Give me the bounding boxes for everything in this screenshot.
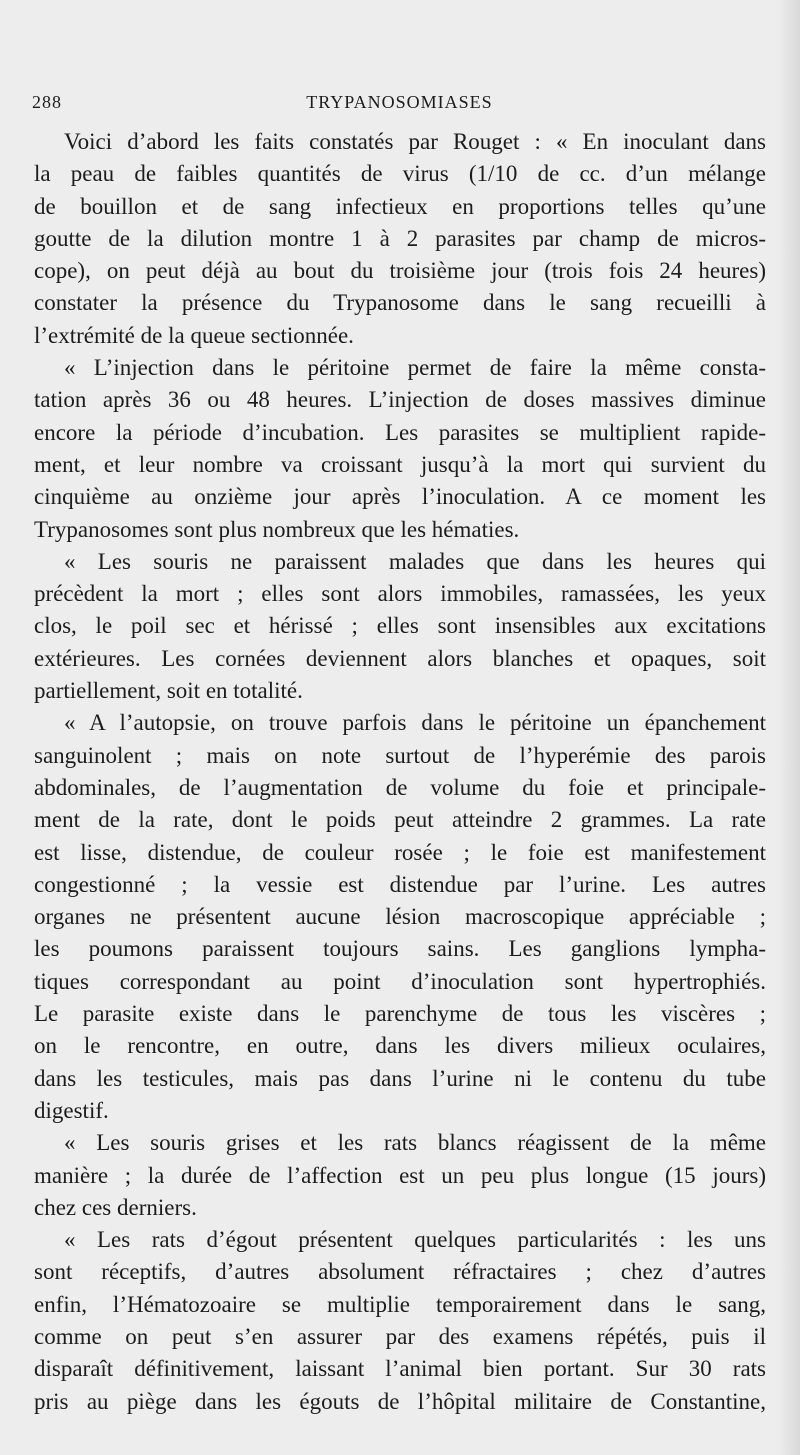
text-line: cope), on peut déjà au bout du troisième jour (trois fois 24 heures): [34, 258, 766, 284]
text-line: ment, et leur nombre va croissant jusqu’à la mort qui survient du: [34, 451, 766, 477]
page-edge-shadow: [778, 0, 800, 1455]
text-line: « Les souris grises et les rats blancs réagissent de la même: [64, 1130, 766, 1156]
page-number: 288: [32, 92, 62, 112]
running-title: TRYPANOSOMIASES: [306, 92, 493, 112]
text-line: on le rencontre, en outre, dans les divers milieux oculaires,: [34, 1033, 766, 1059]
text-line: chez ces derniers.: [34, 1194, 197, 1220]
text-line: comme on peut s’en assurer par des examens répétés, puis il: [34, 1323, 766, 1349]
text-line: manière ; la durée de l’affection est un peu plus longue (15 jours): [34, 1162, 766, 1188]
text-line: disparaît définitivement, laissant l’animal bien portant. Sur 30 rats: [34, 1356, 766, 1382]
text-line: « A l’autopsie, on trouve parfois dans le péritoine un épanchement: [64, 710, 766, 736]
text-line: Voici d’abord les faits constatés par Rouget : « En inoculant dans: [64, 129, 766, 154]
text-line: abdominales, de l’augmentation de volume du foie et principale-: [34, 774, 766, 800]
text-line: constater la présence du Trypanosome dans le sang recueilli à: [34, 290, 766, 316]
text-line: dans les testicules, mais pas dans l’urine ni le contenu du tube: [34, 1065, 766, 1091]
text-line: de bouillon et de sang infectieux en proportions telles qu’une: [34, 193, 766, 219]
text-line: clos, le poil sec et hérissé ; elles sont insensibles aux excitations: [34, 613, 766, 639]
text-line: « Les souris ne paraissent malades que dans les heures qui: [64, 548, 766, 574]
text-line: tiques correspondant au point d’inoculation sont hypertrophiés.: [34, 968, 766, 994]
text-line: précèdent la mort ; elles sont alors immobiles, ramassées, les yeux: [34, 581, 766, 607]
text-line: pris au piège dans les égouts de l’hôpital militaire de Constantine,: [34, 1388, 766, 1414]
text-line: tation après 36 ou 48 heures. L’injection de doses massives diminue: [34, 387, 766, 413]
text-line: organes ne présentent aucune lésion macroscopique appréciable ;: [34, 904, 766, 930]
text-line: « L’injection dans le péritoine permet de faire la même consta-: [64, 355, 766, 381]
text-line: enfin, l’Hématozoaire se multiplie temporairement dans le sang,: [34, 1291, 766, 1317]
text-line: sanguinolent ; mais on note surtout de l’hyperémie des parois: [34, 742, 766, 768]
text-line: congestionné ; la vessie est distendue par l’urine. Les autres: [34, 871, 766, 897]
text-line: extérieures. Les cornées deviennent alors blanches et opaques, soit: [34, 645, 766, 671]
text-line: cinquième au onzième jour après l’inoculation. A ce moment les: [34, 484, 766, 510]
text-line: Le parasite existe dans le parenchyme de tous les viscères ;: [34, 1001, 766, 1027]
text-line: ment de la rate, dont le poids peut atteindre 2 grammes. La rate: [34, 807, 766, 833]
body-text: [34, 126, 766, 1418]
text-line: sont réceptifs, d’autres absolument réfractaires ; chez d’autres: [34, 1259, 766, 1285]
text-line: est lisse, distendue, de couleur rosée ; le foie est manifestement: [34, 839, 766, 865]
text-line: la peau de faibles quantités de virus (1/10 de cc. d’un mélange: [34, 161, 766, 187]
text-line: partiellement, soit en totalité.: [34, 678, 303, 704]
text-line: digestif.: [34, 1097, 109, 1123]
running-head: [32, 92, 767, 122]
text-line: l’extrémité de la queue sectionnée.: [34, 322, 354, 348]
text-line: encore la période d’incubation. Les parasites se multiplient rapide-: [34, 419, 766, 445]
text-line: goutte de la dilution montre 1 à 2 parasites par champ de micros-: [34, 225, 766, 251]
text-line: les poumons paraissent toujours sains. Les ganglions lympha-: [34, 936, 766, 962]
text-line: « Les rats d’égout présentent quelques particularités : les uns: [64, 1227, 766, 1253]
text-line: Trypanosomes sont plus nombreux que les hématies.: [34, 516, 520, 542]
